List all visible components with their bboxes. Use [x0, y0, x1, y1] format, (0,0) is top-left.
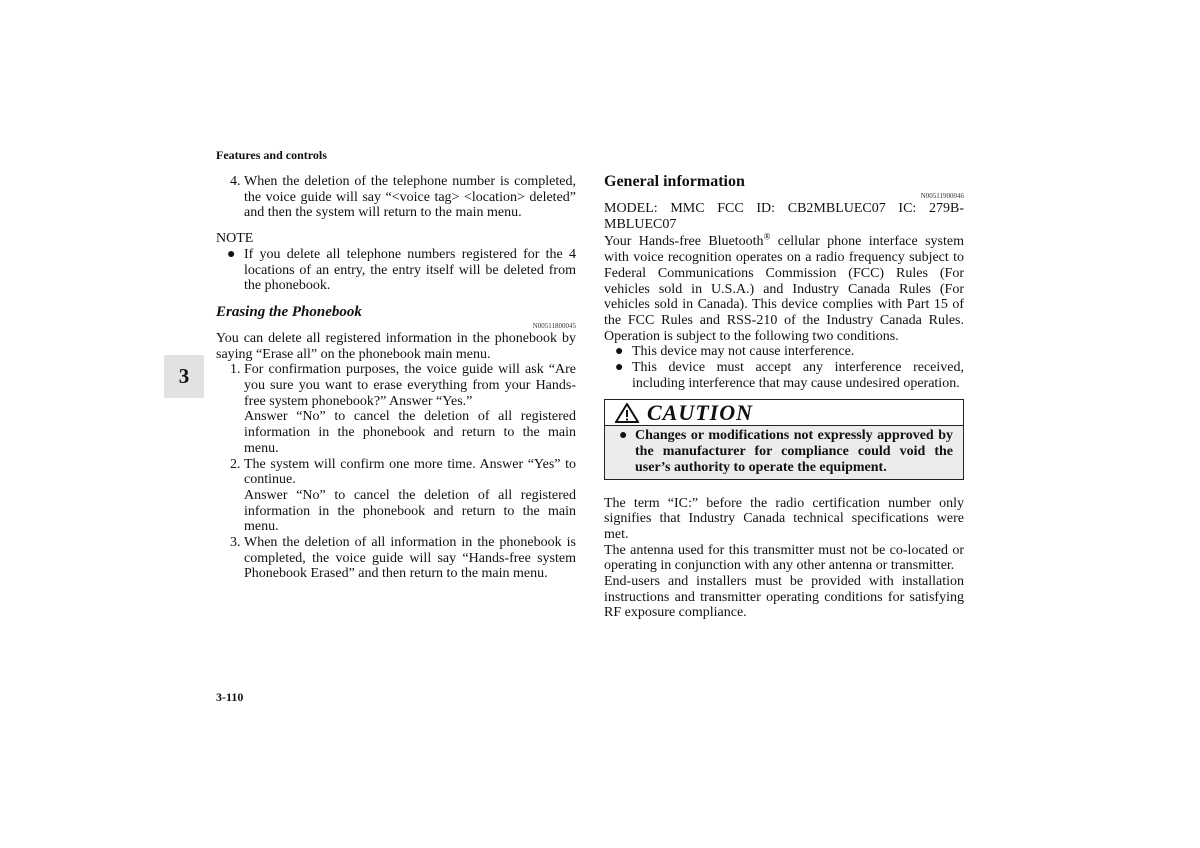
note-text: If you delete all telephone numbers registered for the 4 locations of an entry, the entry itself will be deleted from the phonebook.	[244, 246, 576, 294]
page-number: 3-110	[216, 690, 244, 704]
section-code: N00511900046	[920, 192, 964, 200]
bullet-icon: ●	[227, 246, 236, 262]
left-column	[216, 174, 576, 582]
caution-label: CAUTION	[647, 400, 754, 426]
caution-text: Changes or modifications not expressly approved by the manufacturer for compliance could void the user’s authority to operate the equipment.	[635, 428, 953, 475]
step-3	[216, 535, 576, 582]
bullet-icon: ●	[615, 360, 624, 376]
intro-text-b: cellular phone interface system with voice recognition operates on a radio frequency subject to Federal Communications Commission (FCC) Rules (For vehicles sold in U.S.A.) and Industry Canada Rules (For vehicles sold in Canada). This device complies with Part 15 of the FCC Rules and RSS-210 of the Industry Canada Rules. Operation is subject to the following two conditions.	[604, 234, 964, 344]
condition-text: This device may not cause interference.	[632, 344, 855, 360]
section-code: N00511800045	[532, 321, 576, 330]
step-1	[216, 362, 576, 456]
caution-box	[604, 399, 964, 479]
note-title: NOTE	[216, 231, 254, 247]
running-header: Features and controls	[216, 148, 327, 162]
step-extra: Answer “No” to cancel the deletion of all registered information in the phonebook and return to the main menu.	[244, 487, 576, 535]
note-bullet	[216, 247, 576, 294]
caution-header	[605, 400, 963, 426]
bullet-icon: ●	[619, 428, 628, 444]
condition-bullet-1	[604, 344, 964, 360]
installers-paragraph: End-users and installers must be provided with installation instructions and transmitter operating conditions for satisfying RF exposure compliance.	[604, 574, 964, 621]
step-text: When the deletion of all information in the phonebook is completed, the voice guide will say “Hands-free system Phonebook Erased” and then return to the main menu.	[244, 535, 576, 582]
erase-intro: You can delete all registered information in the phonebook by saying “Erase all” on the phonebook main menu.	[216, 330, 576, 362]
step-number: 1.	[230, 362, 241, 378]
condition-bullet-2	[604, 360, 964, 391]
intro-text-a: Your Hands-free Bluetooth	[604, 234, 764, 250]
step-2	[216, 457, 576, 536]
right-column	[604, 172, 964, 621]
step-text: For confirmation purposes, the voice guide will ask “Are you sure you want to erase everything from your Hands-free system phonebook?” Answer “Yes.”	[244, 362, 576, 409]
step-4	[216, 174, 576, 221]
step-text: The system will confirm one more time. Answer “Yes” to continue.	[244, 456, 576, 488]
caution-bullet	[615, 428, 953, 475]
section-title-erasing: Erasing the Phonebook	[216, 303, 362, 320]
section-title-general: General information	[604, 173, 745, 190]
antenna-paragraph: The antenna used for this transmitter must not be co-located or operating in conjunction with any other antenna or transmitter.	[604, 542, 964, 574]
step-number: 2.	[230, 456, 241, 472]
condition-text: This device must accept any interference received, including interference that may cause undesired operation.	[632, 360, 964, 391]
warning-triangle-icon	[615, 403, 639, 423]
ic-paragraph: The term “IC:” before the radio certification number only signifies that Industry Canada technical specifications were met.	[604, 495, 964, 542]
step-text: When the deletion of the telephone number is completed, the voice guide will say “<voice tag> <location> deleted” and then the system will return to the main menu.	[244, 174, 576, 221]
general-intro	[604, 231, 964, 344]
bullet-icon: ●	[615, 344, 624, 360]
step-extra: Answer “No” to cancel the deletion of all registered information in the phonebook and return to the main menu.	[244, 409, 576, 456]
step-number: 3.	[230, 535, 241, 551]
model-line: MODEL: MMC FCC ID: CB2MBLUEC07 IC: 279B-MBLUEC07	[604, 201, 964, 232]
chapter-tab: 3	[164, 355, 204, 398]
caution-body	[605, 426, 963, 478]
step-number: 4.	[230, 174, 241, 189]
registered-mark: ®	[763, 231, 771, 242]
